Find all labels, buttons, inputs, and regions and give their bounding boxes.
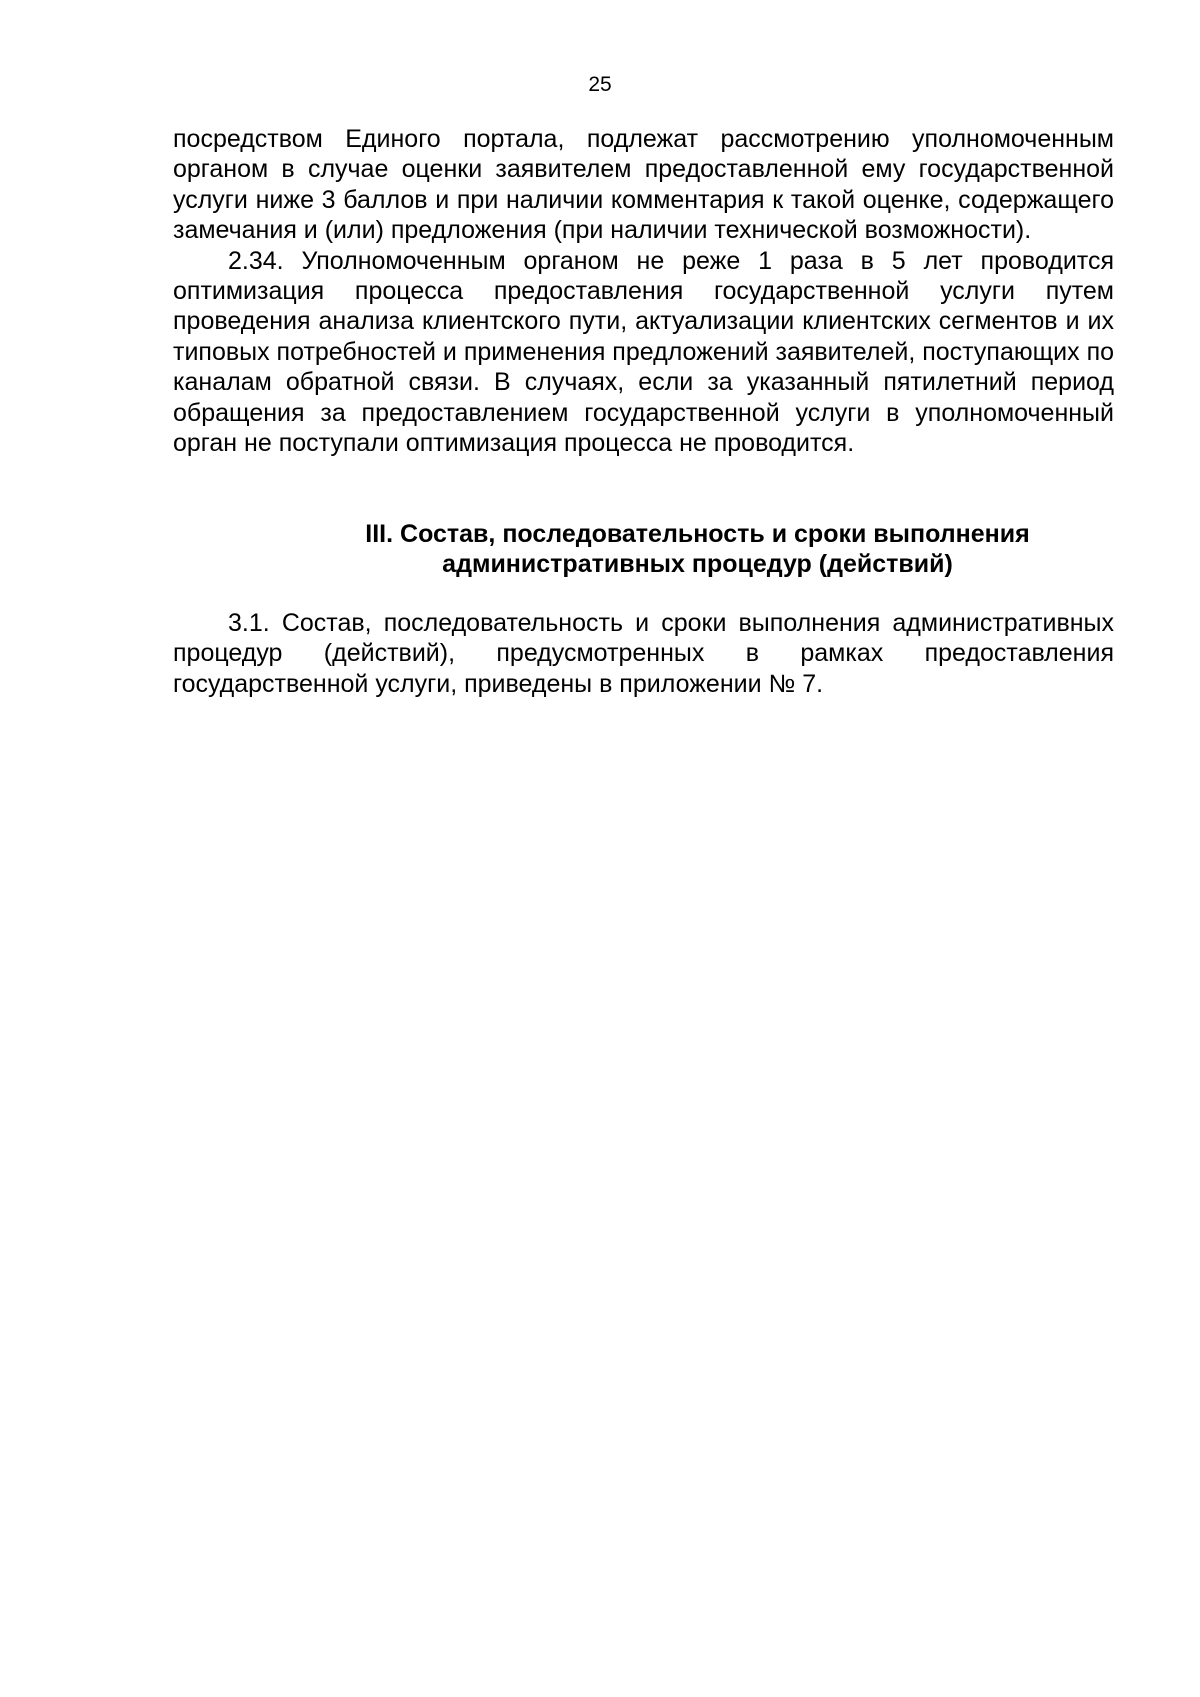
paragraph: посредством Единого портала, подлежат рассмотрению уполномоченным органом в случае оценки заявителем предоставленной ему государственной услуги ниже 3 баллов и при наличии комментария к такой оценке, содержащего замечания и (или) предложения (при наличии технической возможности).: [173, 125, 1114, 245]
paragraph-3-1: 3.1. Состав, последовательность и сроки выполнения административных процедур (действий), предусмотренных в рамках предоставления государственной услуги, приведены в приложении № 7.: [173, 609, 1114, 698]
section-heading: [173, 519, 1114, 580]
page-number: 25: [588, 73, 612, 96]
section-heading-line: административных процедур (действий): [442, 550, 953, 579]
section-body-text: [173, 608, 1114, 699]
section-heading-line: III. Состав, последовательность и сроки выполнения: [365, 520, 1030, 548]
paragraph-2-34: 2.34. Уполномоченным органом не реже 1 раза в 5 лет проводится оптимизация процесса предоставления государственной услуги путем проведения анализа клиентского пути, актуализации клиентских сегментов и их типовых потребностей и применения предложений заявителей, поступающих по каналам обратной связи. В случаях, если за указанный пятилетний период обращения за предоставлением государственной услуги в уполномоченный орган не поступали оптимизация процесса не проводится.: [173, 246, 1115, 458]
body-text-block: [173, 124, 1114, 458]
